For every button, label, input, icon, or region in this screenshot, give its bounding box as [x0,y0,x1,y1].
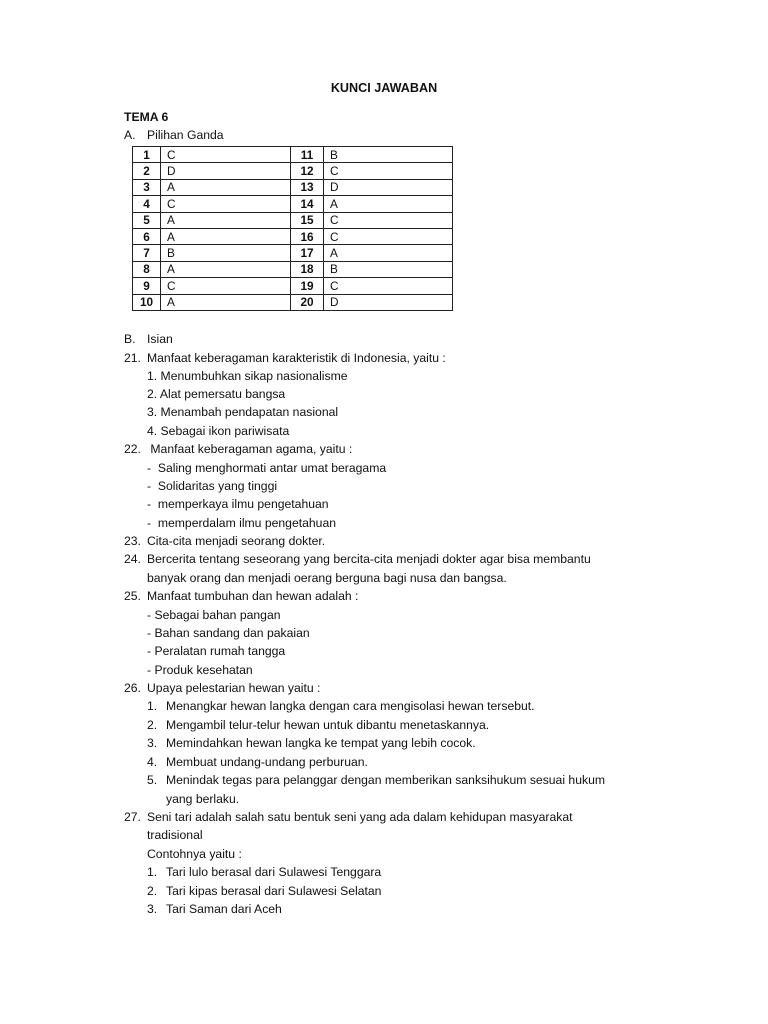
answer-letter: C [324,212,453,228]
q21-item: 2. Alat pemersatu bangsa [147,387,286,401]
question-number: 7 [133,245,161,261]
q23-number: 23. [124,534,141,548]
q25-item: - Bahan sandang dan pakaian [147,626,310,640]
q26-item-text: Membuat undang-undang perburuan. [166,755,368,769]
answer-letter: A [161,212,291,228]
question-number: 16 [291,228,324,244]
q27-line1: Seni tari adalah salah satu bentuk seni yang ada dalam kehidupan masyarakat [147,810,573,824]
answer-letter: A [161,228,291,244]
answer-letter: A [161,179,291,195]
question-number: 5 [133,212,161,228]
q27-line2: tradisional [147,828,203,842]
q26-number: 26. [124,681,141,695]
q22-item: - memperdalam ilmu pengetahuan [147,516,337,530]
question-number: 2 [133,163,161,179]
q27-examples-label: Contohnya yaitu : [147,847,242,861]
q27-item-text: Tari lulo berasal dari Sulawesi Tenggara [166,865,382,879]
q21-item: 3. Menambah pendapatan nasional [147,405,339,419]
q21-text: Manfaat keberagaman karakteristik di Indonesia, yaitu : [147,351,446,365]
answer-letter: D [324,294,453,310]
question-number: 17 [291,245,324,261]
question-number: 20 [291,294,324,310]
q26-item-number: 3. [147,736,158,750]
q22-item: - memperkaya ilmu pengetahuan [147,497,329,511]
answer-letter: C [324,163,453,179]
question-number: 14 [291,196,324,212]
q24-line2: banyak orang dan menjadi oerang berguna bagi nusa dan bangsa. [147,571,507,585]
answer-letter: B [161,245,291,261]
q26-item-text: Menangkar hewan langka dengan cara mengisolasi hewan tersebut. [166,699,535,713]
question-number: 6 [133,228,161,244]
answer-key-row [133,278,453,294]
answer-letter: A [161,294,291,310]
q26-item-number: 1. [147,699,158,713]
question-number: 4 [133,196,161,212]
answer-letter: B [324,147,453,163]
question-number: 18 [291,261,324,277]
answer-letter: A [324,196,453,212]
answer-letter: A [324,245,453,261]
answer-key-row [133,212,453,228]
answer-letter: C [324,278,453,294]
q26-item-number: 5. [147,773,158,787]
q26-item-text: Mengambil telur-telur hewan untuk dibantu menetaskannya. [166,718,490,732]
q24-number: 24. [124,552,141,566]
q25-item: - Sebagai bahan pangan [147,608,281,622]
answer-key-table [132,146,453,311]
q25-item: - Peralatan rumah tangga [147,644,286,658]
section-a-title: Pilihan Ganda [147,128,224,142]
answer-letter: C [324,228,453,244]
q24-line1: Bercerita tentang seseorang yang bercita-cita menjadi dokter agar bisa membantu [147,552,591,566]
section-a-label: A. [124,128,136,142]
answer-letter: C [161,196,291,212]
q27-item-number: 1. [147,865,158,879]
answer-key-row [133,196,453,212]
answer-key-row [133,261,453,277]
question-number: 9 [133,278,161,294]
answer-key-row [133,147,453,163]
answer-letter: D [324,179,453,195]
answer-key-row [133,245,453,261]
q22-item: - Solidaritas yang tinggi [147,479,278,493]
q26-item-text: Memindahkan hewan langka ke tempat yang lebih cocok. [166,736,476,750]
q22-text: Manfaat keberagaman agama, yaitu : [147,442,353,456]
q22-number: 22. [124,442,141,456]
q21-number: 21. [124,351,141,365]
question-number: 15 [291,212,324,228]
answer-key-row [133,294,453,310]
q25-item: - Produk kesehatan [147,663,253,677]
q21-item: 1. Menumbuhkan sikap nasionalisme [147,369,348,383]
q21-item: 4. Sebagai ikon pariwisata [147,424,290,438]
section-b-title: Isian [147,332,173,346]
question-number: 8 [133,261,161,277]
q26-item5-line2: yang berlaku. [166,792,240,806]
q27-item-number: 3. [147,902,158,916]
q27-item-number: 2. [147,884,158,898]
question-number: 11 [291,147,324,163]
question-number: 3 [133,179,161,195]
q25-number: 25. [124,589,141,603]
answer-letter: C [161,147,291,163]
tema-heading: TEMA 6 [124,110,169,124]
section-b-label: B. [124,332,136,346]
question-number: 1 [133,147,161,163]
page-title: KUNCI JAWABAN [330,81,438,95]
question-number: 12 [291,163,324,179]
answer-letter: B [324,261,453,277]
answer-key-row [133,163,453,179]
question-number: 13 [291,179,324,195]
q23-text: Cita-cita menjadi seorang dokter. [147,534,326,548]
q27-item-text: Tari Saman dari Aceh [166,902,282,916]
q26-item-number: 4. [147,755,158,769]
q26-text: Upaya pelestarian hewan yaitu : [147,681,321,695]
answer-letter: A [161,261,291,277]
q25-text: Manfaat tumbuhan dan hewan adalah : [147,589,359,603]
answer-key-row [133,179,453,195]
q26-item-text: Menindak tegas para pelanggar dengan memberikan sanksihukum sesuai hukum [166,773,606,787]
question-number: 19 [291,278,324,294]
answer-key-row [133,228,453,244]
question-number: 10 [133,294,161,310]
q26-item-number: 2. [147,718,158,732]
answer-letter: C [161,278,291,294]
q27-item-text: Tari kipas berasal dari Sulawesi Selatan [166,884,382,898]
q22-item: - Saling menghormati antar umat beragama [147,461,387,475]
answer-letter: D [161,163,291,179]
q27-number: 27. [124,810,141,824]
